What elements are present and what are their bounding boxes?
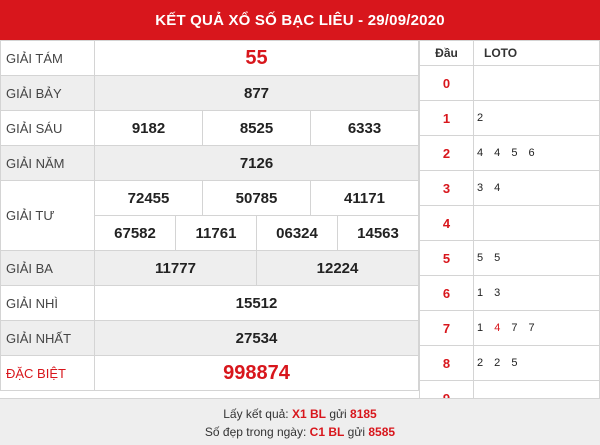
loto-head: 5 [420,241,474,276]
results-header [0,0,600,40]
prize-row-g5 [1,146,419,181]
prize-value: 877 [95,76,419,111]
loto-tail-text: 1 [477,322,495,334]
prize-value: 15512 [95,286,419,321]
prize-value: 8525 [203,111,311,146]
prize-value: 06324 [257,216,338,251]
sms-footer [0,398,600,445]
loto-tails: 5 5 [474,241,600,276]
prize-value: 7126 [95,146,419,181]
loto-head: 3 [420,171,474,206]
sms-line-results [0,405,600,423]
prize-row-g1 [1,321,419,356]
special-prize-value: 998874 [95,356,419,391]
loto-row [420,311,600,346]
loto-row [420,66,600,101]
loto-row [420,276,600,311]
page-title: KẾT QUẢ XỔ SỐ BẠC LIÊU - 29/09/2020 [155,11,445,29]
prize-row-g4 [1,181,419,216]
prize-row-g2 [1,286,419,321]
loto-tails [474,206,600,241]
prize-row-g7 [1,76,419,111]
prize-label: GIẢI TƯ [1,181,95,251]
loto-header-row [420,41,600,66]
sms-line-lucky [0,423,600,441]
prize-value: 41171 [311,181,419,216]
prize-row-g8 [1,41,419,76]
sms-number: 8585 [368,425,396,439]
prize-value: 27534 [95,321,419,356]
prize-label: GIẢI NĂM [1,146,95,181]
loto-head: 7 [420,311,474,346]
sms-code: C1 BL [309,425,345,439]
prize-label: GIẢI TÁM [1,41,95,76]
loto-row [420,171,600,206]
prize-label: GIẢI NHẤT [1,321,95,356]
prize-value: 67582 [95,216,176,251]
loto-row [420,101,600,136]
prize-value: 55 [95,41,419,76]
loto-head: 2 [420,136,474,171]
prize-label: GIẢI BA [1,251,95,286]
loto-row [420,241,600,276]
prize-value: 9182 [95,111,203,146]
loto-row [420,206,600,241]
prize-value: 14563 [338,216,419,251]
prize-row-g6 [1,111,419,146]
loto-table [419,40,600,416]
sms-text: gửi [325,407,351,421]
loto-head: 0 [420,66,474,101]
prize-value: 11777 [95,251,257,286]
loto-head: 4 [420,206,474,241]
loto-tails: 1 3 [474,276,600,311]
loto-row [420,136,600,171]
loto-header: LOTO [474,41,600,66]
prize-label: ĐẶC BIỆT [1,356,95,391]
prize-value: 50785 [203,181,311,216]
loto-tails [474,311,600,346]
sms-text: gửi [344,425,369,439]
loto-tails: 2 2 5 [474,346,600,381]
prize-label: GIẢI SÁU [1,111,95,146]
loto-tails: 3 4 [474,171,600,206]
loto-head: 8 [420,346,474,381]
loto-row [420,346,600,381]
loto-tail-text: 7 7 [504,322,539,334]
prize-row-special [1,356,419,391]
prize-value: 72455 [95,181,203,216]
sms-number: 8185 [350,407,377,421]
sms-text: Lấy kết quả: [223,407,292,421]
prize-row-g3 [1,251,419,286]
sms-text: Số đẹp trong ngày: [204,425,310,439]
loto-head: 6 [420,276,474,311]
loto-head: 1 [420,101,474,136]
loto-tails: 4 4 5 6 [474,136,600,171]
prize-label: GIẢI BẢY [1,76,95,111]
prize-label: GIẢI NHÌ [1,286,95,321]
loto-tail-highlight: 4 [494,322,505,334]
prize-value: 12224 [257,251,419,286]
results-table [0,40,419,391]
loto-tails: 2 [474,101,600,136]
sms-code: X1 BL [291,407,326,421]
loto-tails [474,66,600,101]
prize-value: 11761 [176,216,257,251]
prize-value: 6333 [311,111,419,146]
dau-header: Đầu [420,41,474,66]
